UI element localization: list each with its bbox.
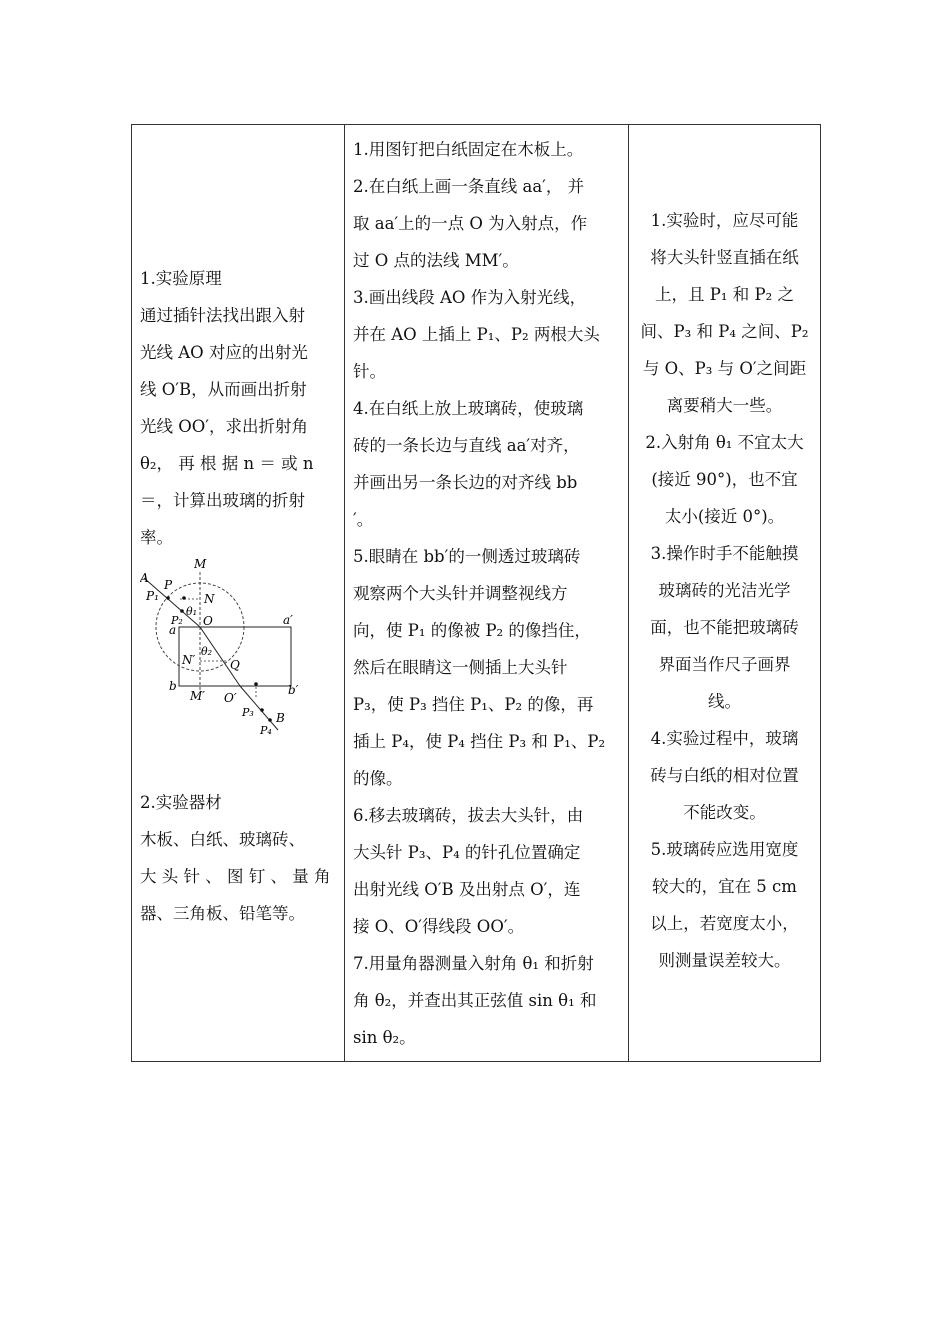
note-line: 不能改变。: [683, 802, 766, 822]
equipment-line: 木板、白纸、玻璃砖、: [140, 830, 305, 849]
pin-p1: [166, 596, 170, 600]
label-B: B: [276, 711, 285, 725]
note-line: 玻璃砖的光洁光学: [658, 580, 791, 600]
procedure-line: 并画出另一条长边的对齐线 bb: [353, 472, 578, 492]
pin-p3: [254, 682, 258, 686]
procedure-line: 大头针 P₃、P₄ 的针孔位置确定: [353, 842, 581, 862]
glass-brick: [179, 627, 291, 686]
note-line: 4.实验过程中，玻璃: [650, 728, 799, 748]
procedure-line: 2.在白纸上画一条直线 aa′， 并: [353, 176, 585, 196]
procedure-line: 角 θ₂，并查出其正弦值 sin θ₁ 和: [353, 990, 597, 1010]
refraction-diagram: [140, 558, 310, 738]
note-line: 较大的，宜在 5 cm: [652, 876, 797, 896]
procedure-line: 取 aa′上的一点 O 为入射点，作: [353, 213, 588, 233]
principle-line: 光线 AO 对应的出射光: [140, 343, 308, 362]
note-line: 间、P₃ 和 P₄ 之间、P₂: [640, 321, 809, 341]
procedure-line: P₃，使 P₃ 挡住 P₁、P₂ 的像，再: [353, 694, 594, 714]
procedure-line: 并在 AO 上插上 P₁、P₂ 两根大头: [353, 324, 600, 344]
label-P3: P₃: [242, 706, 254, 719]
equipment-line: 大 头 针 、 图 钉 、 量 角: [140, 867, 331, 886]
note-line: 太小(接近 0°)。: [664, 506, 785, 526]
notes-cell: [629, 125, 821, 1062]
label-ap: a′: [283, 613, 293, 627]
label-O: O: [203, 614, 213, 628]
note-line: 砖与白纸的相对位置: [650, 765, 799, 785]
note-line: 2.入射角 θ₁ 不宜太大: [645, 432, 804, 452]
procedure-line: 针。: [353, 361, 386, 381]
note-line: 1.实验时，应尽可能: [650, 210, 799, 230]
label-Np: N′: [182, 653, 196, 667]
procedure-line: 的像。: [353, 768, 403, 788]
label-P1: P₁: [146, 589, 159, 603]
label-N: N: [204, 592, 215, 606]
label-M: M: [194, 558, 207, 571]
note-line: 则测量误差较大。: [658, 950, 791, 970]
note-line: 以上，若宽度太小，: [650, 913, 799, 933]
label-A: A: [140, 571, 149, 585]
procedure-line: 6.移去玻璃砖，拔去大头针，由: [353, 805, 584, 825]
equipment-line: 器、三角板、铅笔等。: [140, 904, 305, 923]
pin-p4: [260, 708, 264, 712]
pin-p4b: [268, 718, 272, 722]
procedure-line: 插上 P₄，使 P₄ 挡住 P₃ 和 P₁、P₂: [353, 731, 606, 751]
procedure-cell: [345, 125, 629, 1062]
procedure-line: 5.眼睛在 bb′的一侧透过玻璃砖: [353, 546, 581, 566]
label-P: P: [164, 578, 173, 592]
procedure-line: 1.用图钉把白纸固定在木板上。: [353, 139, 584, 159]
label-theta1: θ₁: [186, 605, 198, 618]
procedure-line: sin θ₂。: [353, 1027, 416, 1047]
pin-p2: [180, 609, 184, 613]
procedure-line: 接 O、O′得线段 OO′。: [353, 916, 525, 936]
procedure-line: 3.画出线段 AO 作为入射光线，: [353, 287, 587, 307]
experiment-table: [131, 124, 821, 1062]
note-line: 与 O、P₃ 与 O′之间距: [642, 358, 807, 378]
procedure-line: 出射光线 O′B 及出射点 O′，连: [353, 879, 581, 899]
pin-p: [182, 596, 186, 600]
procedure-line: 砖的一条长边与直线 aa′对齐，: [353, 435, 580, 455]
note-line: 5.玻璃砖应选用宽度: [650, 839, 799, 859]
label-theta2: θ₂: [201, 645, 213, 658]
procedure-line: 向，使 P₁ 的像被 P₂ 的像挡住，: [353, 620, 591, 640]
label-a: a: [169, 623, 177, 637]
principle-title: 1.实验原理: [140, 269, 222, 288]
principle-line: 通过插针法找出跟入射: [140, 306, 305, 325]
procedure-line: 4.在白纸上放上玻璃砖，使玻璃: [353, 398, 584, 418]
note-line: 线。: [708, 691, 741, 711]
procedure-line: ′。: [353, 509, 374, 529]
procedure-line: 7.用量角器测量入射角 θ₁ 和折射: [353, 953, 594, 973]
label-Mp: M′: [190, 689, 206, 703]
note-line: 上，且 P₁ 和 P₂ 之: [655, 284, 794, 304]
procedure-line: 观察两个大头针并调整视线方: [353, 583, 568, 603]
note-line: (接近 90°)，也不宜: [651, 469, 798, 489]
note-line: 3.操作时手不能触摸: [650, 543, 799, 563]
principle-line: θ₂， 再 根 据 n ＝ 或 n: [140, 454, 314, 473]
principle-line: 光线 OO′，求出折射角: [140, 417, 309, 436]
label-Q: Q: [230, 658, 240, 672]
procedure-line: 过 O 点的法线 MM′。: [353, 250, 519, 270]
note-line: 界面当作尺子画界: [658, 654, 791, 674]
principle-line: ＝，计算出玻璃的折射: [140, 491, 305, 510]
label-b: b: [169, 679, 177, 693]
note-line: 离要稍大一些。: [666, 395, 783, 415]
note-line: 将大头针竖直插在纸: [650, 247, 799, 267]
equipment-title: 2.实验器材: [140, 793, 222, 812]
label-P2: P₂: [171, 614, 183, 627]
principle-equipment-cell: [132, 125, 345, 1062]
label-P4: P₄: [260, 724, 272, 737]
label-bp: b′: [288, 683, 299, 697]
principle-line: 率。: [140, 528, 173, 547]
principle-line: 线 O′B，从而画出折射: [140, 380, 307, 399]
note-line: 面，也不能把玻璃砖: [650, 617, 799, 637]
label-Op: O′: [224, 691, 237, 705]
procedure-line: 然后在眼睛这一侧插上大头针: [353, 657, 568, 677]
